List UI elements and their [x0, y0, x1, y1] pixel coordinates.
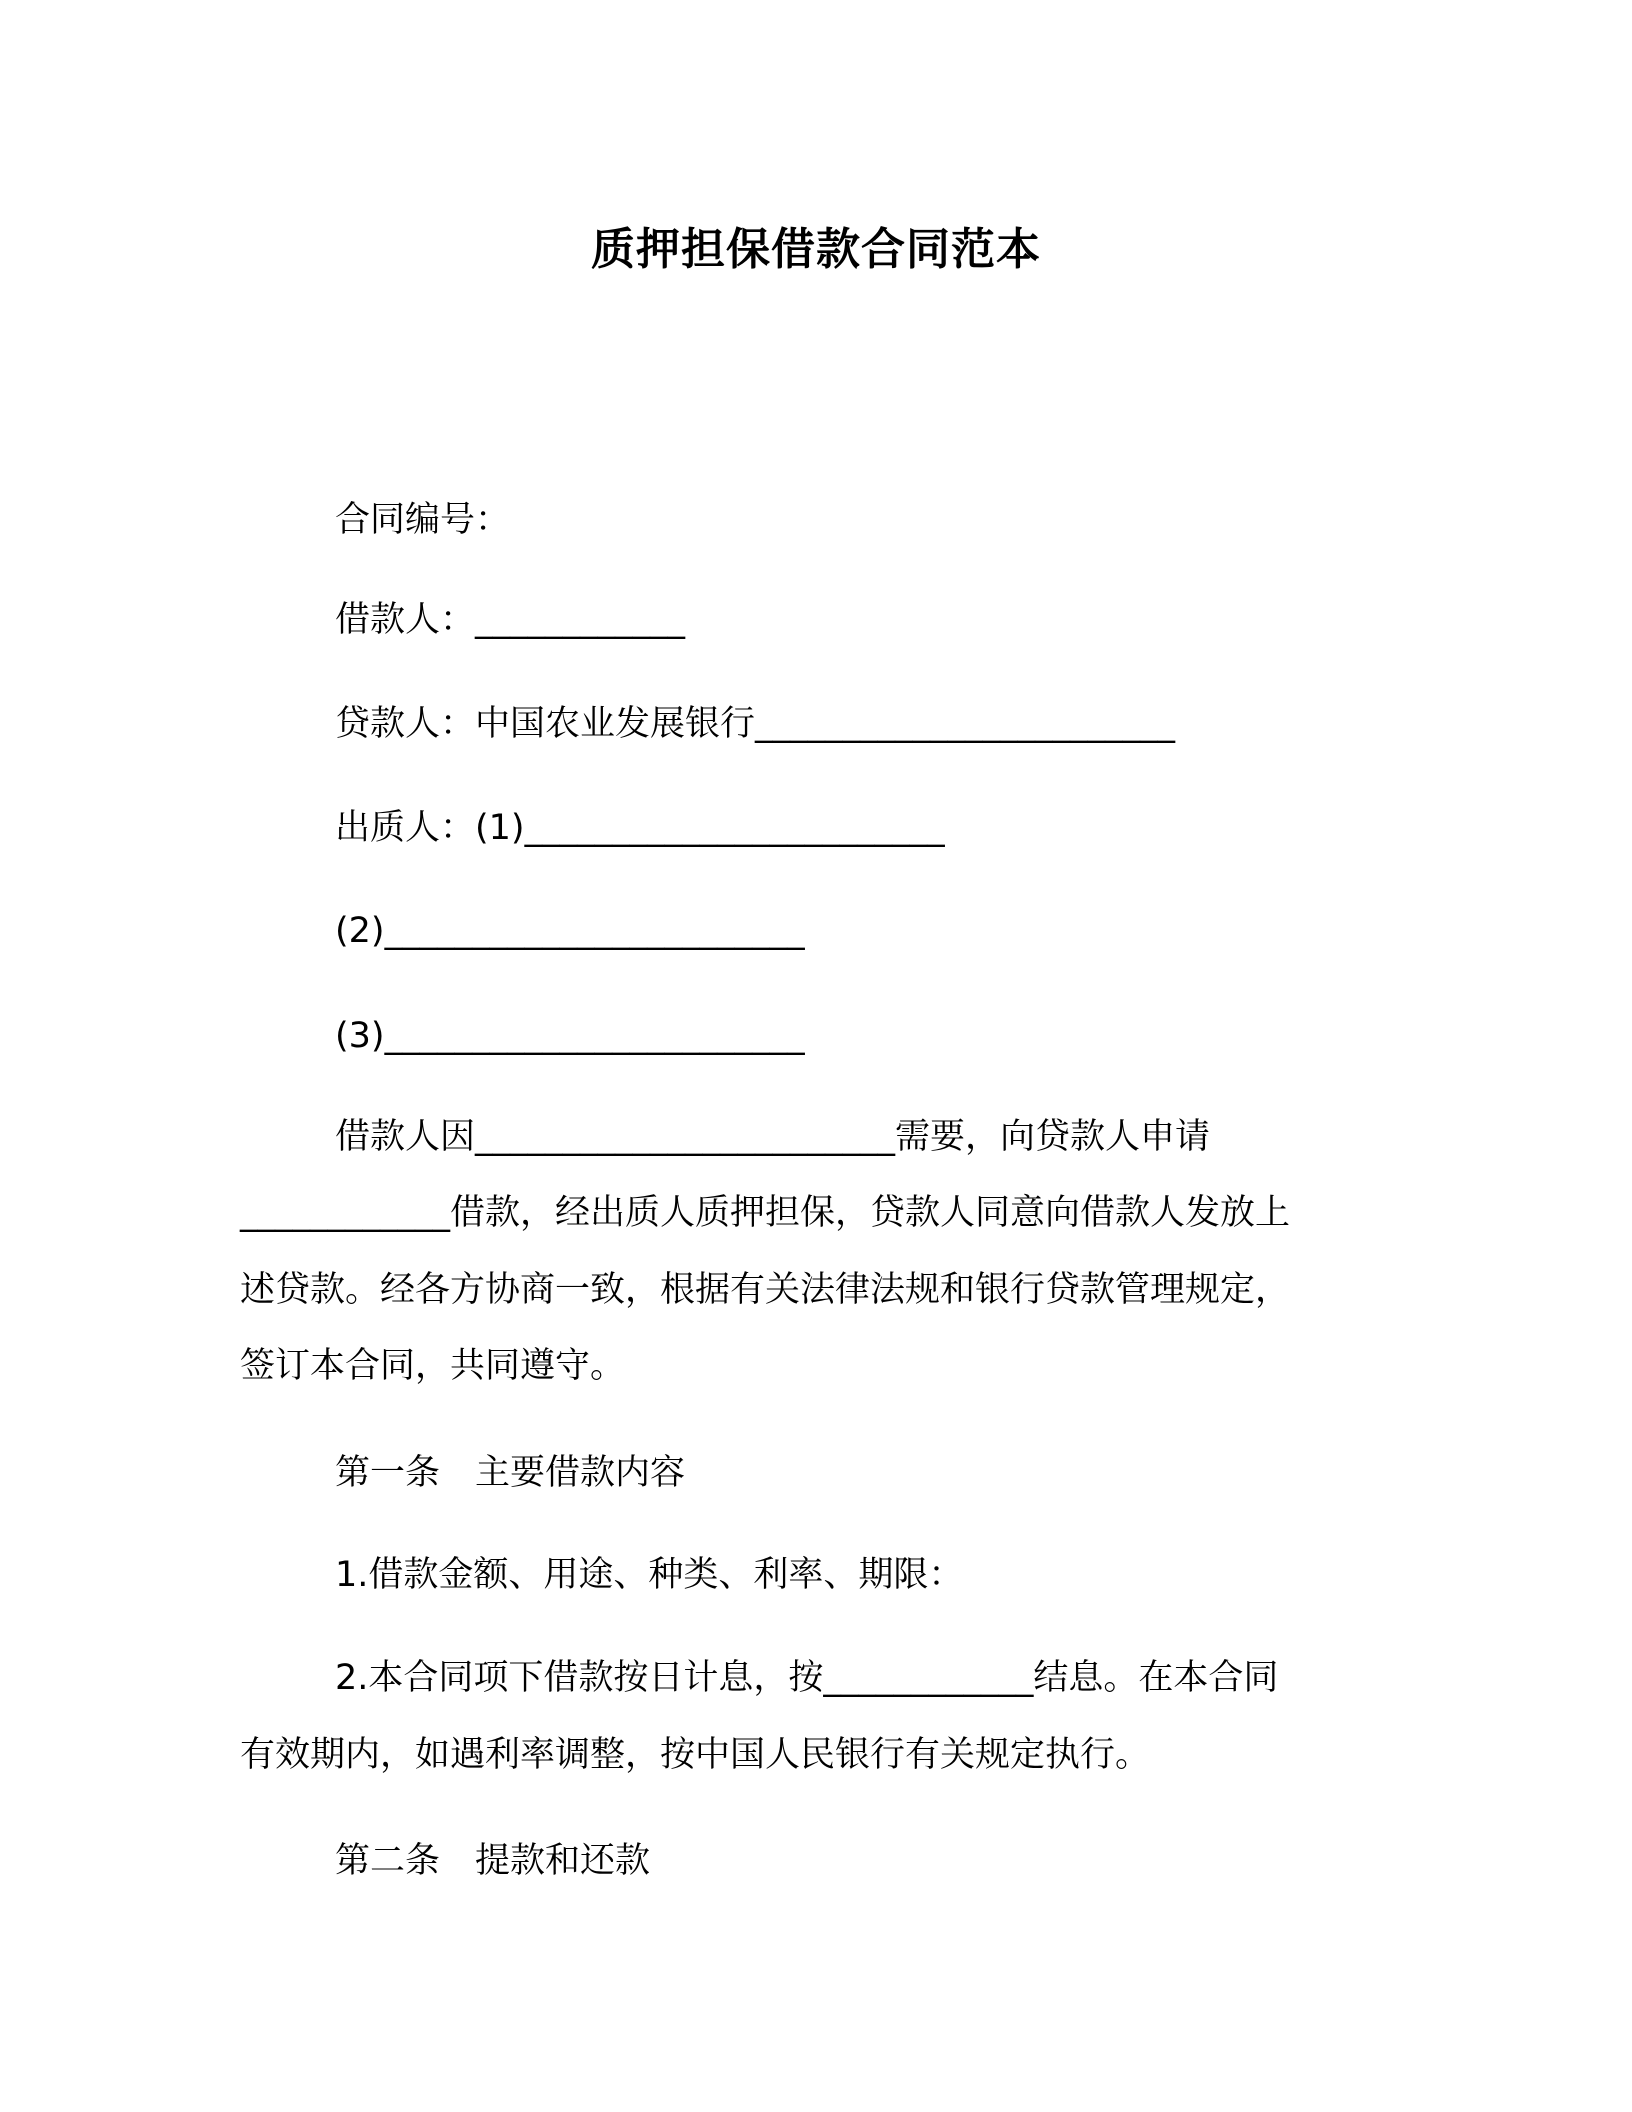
article-1-item-1: 1.借款金额、用途、种类、利率、期限： — [335, 1555, 964, 1595]
article-1-item-2-line-1: 2.本合同项下借款按日计息，按____________结息。在本合同 — [335, 1658, 1279, 1698]
pledgor-line-2: (2)________________________ — [335, 911, 805, 951]
pledgor-line-1: 出质人：(1)________________________ — [335, 808, 945, 848]
borrower-line: 借款人：____________ — [335, 600, 686, 640]
contract-number-label: 合同编号： — [335, 500, 511, 540]
article-1-item-2-line-2: 有效期内，如遇利率调整，按中国人民银行有关规定执行。 — [240, 1735, 1151, 1775]
article-1-heading: 第一条 主要借款内容 — [335, 1453, 686, 1493]
document-title: 质押担保借款合同范本 — [591, 224, 1041, 275]
lender-line: 贷款人：中国农业发展银行________________________ — [335, 704, 1176, 744]
preamble-line-3: 述贷款。经各方协商一致，根据有关法律法规和银行贷款管理规定， — [240, 1270, 1291, 1310]
pledgor-line-3: (3)________________________ — [335, 1016, 805, 1056]
preamble-line-2: ____________借款，经出质人质押担保，贷款人同意向借款人发放上 — [240, 1193, 1291, 1233]
preamble-line-1: 借款人因________________________需要，向贷款人申请 — [335, 1117, 1211, 1157]
preamble-line-4: 签订本合同，共同遵守。 — [240, 1346, 626, 1386]
article-2-heading: 第二条 提款和还款 — [335, 1841, 651, 1881]
